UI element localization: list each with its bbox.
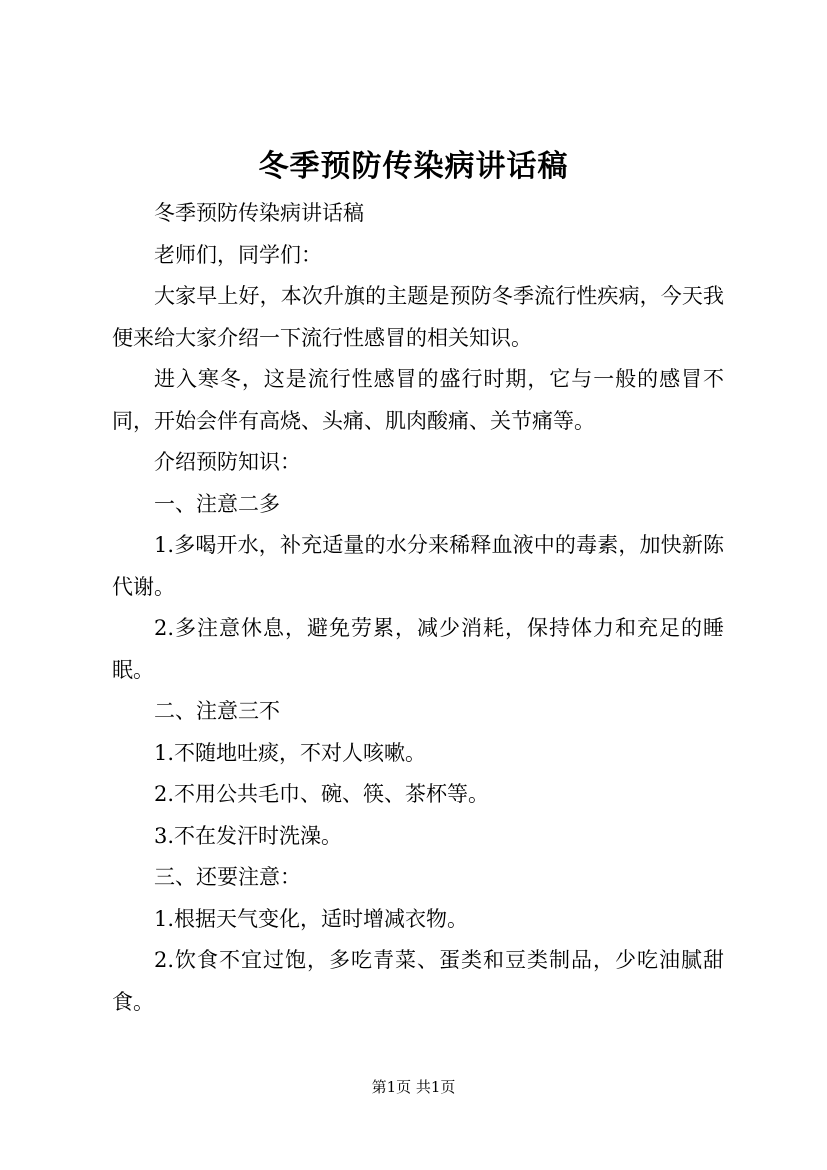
paragraph-intro: 大家早上好，本次升旗的主题是预防冬季流行性疾病，今天我便来给大家介绍一下流行性感冒的相关知识。	[112, 284, 724, 350]
list-item: 1.根据天气变化，适时增减衣物。	[154, 906, 469, 931]
document-title: 冬季预防传染病讲话稿	[258, 149, 569, 184]
document-body	[112, 193, 724, 1023]
list-item: 1.不随地吐痰，不对人咳嗽。	[154, 740, 427, 765]
page-number-footer: 第1页 共1页	[371, 1078, 456, 1096]
list-item: 1.多喝开水，补充适量的水分来稀释血液中的毒素，加快新陈代谢。	[112, 533, 724, 599]
paragraph-prevention-heading: 介绍预防知识：	[154, 450, 301, 474]
paragraph-greeting: 老师们，同学们：	[154, 242, 322, 267]
list-item: 2.不用公共毛巾、碗、筷、茶杯等。	[154, 782, 490, 806]
section-heading-also-note: 三、还要注意：	[154, 865, 301, 889]
paragraph-subtitle: 冬季预防传染病讲话稿	[154, 201, 364, 225]
section-heading-two-more: 一、注意二多	[154, 491, 280, 516]
list-item: 3.不在发汗时洗澡。	[154, 823, 343, 848]
list-item: 2.饮食不宜过饱，多吃青菜、蛋类和豆类制品，少吃油腻甜食。	[112, 948, 724, 1014]
section-heading-three-nots: 二、注意三不	[154, 699, 280, 723]
paragraph-winter-flu: 进入寒冬，这是流行性感冒的盛行时期，它与一般的感冒不同，开始会伴有高烧、头痛、肌肉酸痛、关节痛等。	[112, 367, 724, 433]
list-item: 2.多注意休息，避免劳累，减少消耗，保持体力和充足的睡眠。	[112, 616, 724, 682]
